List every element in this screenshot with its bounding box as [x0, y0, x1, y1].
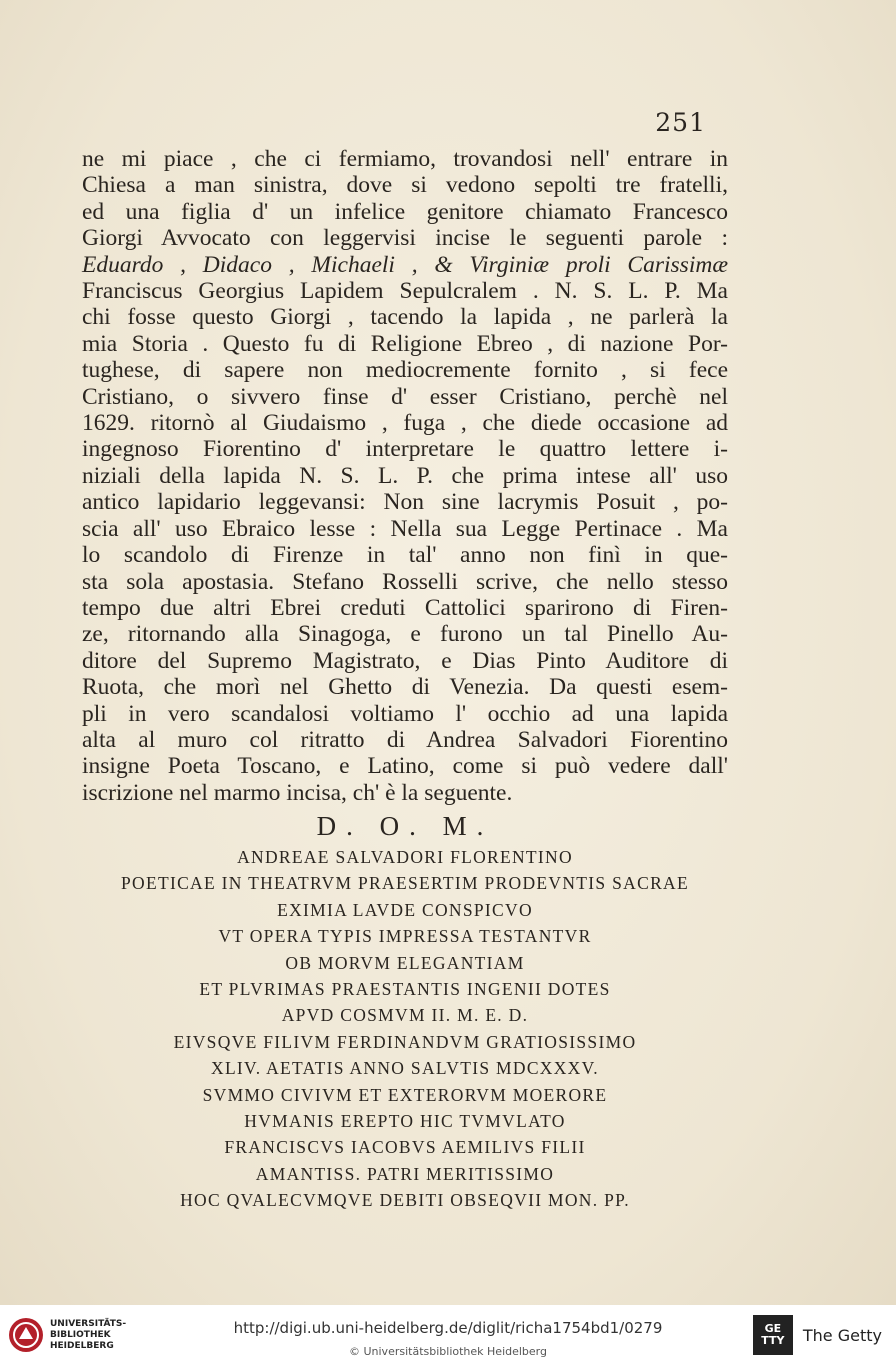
text-line: scia all' uso Ebraico lesse : Nella sua Legge Pertinace . Ma — [82, 515, 728, 542]
text-line: insigne Poeta Toscano, e Latino, come si può vedere dall' — [82, 753, 728, 780]
getty-mark-icon: GE TTY — [753, 1315, 793, 1355]
library-logo-text: UNIVERSITÄTS- BIBLIOTHEK HEIDELBERG — [50, 1318, 127, 1351]
inscription-line: FRANCISCVS IACOBVS AEMILIVS FILII — [224, 1137, 586, 1158]
inscription-line: HVMANIS EREPTO HIC TVMVLATO — [244, 1111, 566, 1132]
permalink-url[interactable]: http://digi.ub.uni-heidelberg.de/diglit/richa1754bd1/0279 — [233, 1319, 663, 1337]
text-line: niziali della lapida N. S. L. P. che prima intese all' uso — [82, 462, 728, 489]
inscription-line: AMANTISS. PATRI MERITISSIMO — [255, 1163, 555, 1184]
inscription-line: HOC QVALECVMQVE DEBITI OBSEQVII MON. PP. — [180, 1190, 630, 1211]
text-line: ne mi piace , che ci fermiamo, trovandosi nell' entrare in — [82, 146, 728, 172]
text-line: sta sola apostasia. Stefano Rosselli scrive, che nello stesso — [82, 568, 728, 595]
inscription-line: EIVSQVE FILIVM FERDINANDVM GRATIOSISSIMO — [173, 1031, 637, 1052]
body-text — [82, 146, 728, 806]
text-line: antico lapidario leggevansi: Non sine lacrymis Posuit , po- — [82, 489, 728, 516]
inscription-line: ANDREAE SALVADORI FLORENTINO — [237, 847, 573, 867]
text-line: 1629. ritornò al Giudaismo , fuga , che diede occasione ad — [82, 410, 728, 437]
text-line: pli in vero scandalosi voltiamo l' occhio ad una lapida — [82, 700, 728, 727]
text-line: iscrizione nel marmo incisa, ch' è la seguente. — [82, 779, 513, 806]
inscription-line: APVD COSMVM II. M. E. D. — [281, 1005, 529, 1026]
getty-label: The Getty — [802, 1325, 882, 1345]
text-line: mia Storia . Questo fu di Religione Ebreo , di nazione Por- — [82, 330, 728, 357]
page-number: 251 — [655, 108, 706, 137]
inscription-line: SVMMO CIVIVM ET EXTERORVM MOERORE — [202, 1084, 608, 1105]
text-line: Chiesa a man sinistra, dove si vedono sepolti tre fratelli, — [82, 172, 728, 199]
text-line: tempo due altri Ebrei creduti Cattolici sparirono di Firen- — [82, 594, 728, 621]
inscription-line: EXIMIA LAVDE CONSPICVO — [277, 899, 533, 920]
text-line: Ruota, che morì nel Ghetto di Venezia. Da questi esem- — [82, 674, 728, 701]
text-line: Eduardo , Didaco , Michaeli , & Virginiæ proli Carissimæ — [82, 251, 728, 278]
inscription-line: VT OPERA TYPIS IMPRESSA TESTANTVR — [218, 926, 592, 947]
inscription-line: ET PLVRIMAS PRAESTANTIS INGENII DOTES — [199, 979, 611, 1000]
text-line: ingegnoso Fiorentino d' interpretare le quattro lettere i- — [82, 436, 728, 463]
text-line: Giorgi Avvocato con leggervisi incise le seguenti parole : — [82, 225, 728, 252]
text-line: lo scandolo di Firenze in tal' anno non finì in que- — [82, 542, 728, 569]
text-line: chi fosse questo Giorgi , tacendo la lapida , ne parlerà la — [82, 304, 728, 331]
text-line: tughese, di sapere non mediocremente fornito , si fece — [82, 357, 728, 384]
text-line: Franciscus Georgius Lapidem Sepulcralem . N. S. L. P. Ma — [82, 278, 728, 305]
text-line: ditore del Supremo Magistrato, e Dias Pinto Auditore di — [82, 647, 728, 674]
inscription-line: XLIV. AETATIS ANNO SALVTIS MDCXXXV. — [211, 1058, 599, 1079]
inscription-line: POETICAE IN THEATRVM PRAESERTIM PRODEVNTIS SACRAE — [121, 873, 689, 894]
inscription-line: OB MORVM ELEGANTIAM — [285, 952, 525, 973]
inscription-heading: D. O. M. — [316, 811, 494, 841]
text-line: ze, ritornando alla Sinagoga, e furono un tal Pinello Au- — [82, 621, 728, 648]
text-line: alta al muro col ritratto di Andrea Salvadori Fiorentino — [82, 726, 728, 753]
inscription — [82, 808, 728, 1214]
footer-bar — [0, 1305, 896, 1367]
text-line: ed una figlia d' un infelice genitore chiamato Francesco — [82, 198, 728, 225]
getty-logo[interactable] — [753, 1315, 882, 1355]
copyright-notice: © Universitätsbibliothek Heidelberg — [348, 1345, 547, 1358]
text-line: Cristiano, o sivvero finse d' esser Cristiano, perchè nel — [82, 383, 728, 410]
